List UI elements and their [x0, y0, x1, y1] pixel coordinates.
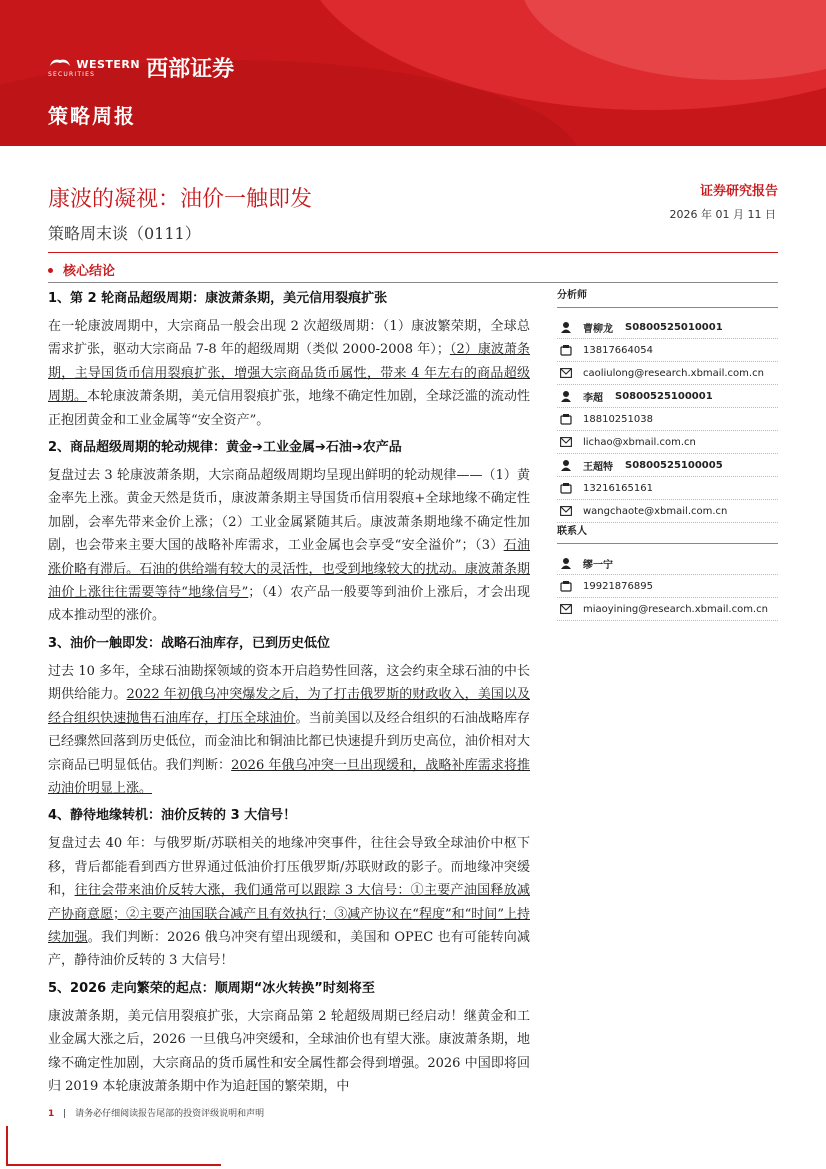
logo-en-line2: SECURITIES [48, 70, 96, 78]
phone-icon [557, 580, 575, 592]
text-run: 在一轮康波周期中，大宗商品一般会出现 2 次超级周期：（1）康波繁荣期，全球总需求扩张，驱动大宗商品 7-8 年的超级周期（类似 2000-2008 年）； [48, 319, 530, 358]
analyst-phone-row [557, 477, 778, 500]
phone-icon [557, 344, 575, 356]
section-heading: 4、静待地缘转机：油价反转的 3 大信号！ [48, 808, 297, 824]
bull-horn-icon [48, 56, 72, 68]
text-run: 康波萧条期，美元信用裂痕扩张，大宗商品第 2 轮超级周期已经启动！继黄金和工业金属大涨之后，2026 一旦俄乌冲突缓和，全球油价也有望大涨。康波萧条期，地缘不确定性加剧，大宗商品的货币属性和安全属性都会得到增强。2026 中国即将回归 2019 本轮康波萧条期中作为追赶国的繁荣期，中 [48, 1008, 530, 1094]
text-run: 过去 10 多年，全球石油勘探领域的资本开启趋势性回落，这会约束全球石油的中长期供给能力。 [48, 663, 530, 703]
analyst-email[interactable]: wangchaote@xbmail.com.cn [583, 505, 728, 517]
section-heading: 5、2026 走向繁荣的起点：顺周期“冰火转换”时刻将至 [48, 980, 375, 996]
analyst-name-row [557, 316, 778, 339]
underlined-text: 2026 年俄乌冲突一旦出现缓和，战略补库需求将推动油价明显上涨。 [48, 757, 530, 796]
email-icon [557, 506, 575, 516]
divider [48, 282, 778, 283]
analyst-sidebar [557, 287, 778, 621]
contact-name-row [557, 552, 778, 575]
analyst-phone: 18810251038 [583, 413, 653, 425]
corner-decoration [6, 1164, 221, 1166]
section-heading: 3、油价一触即发：战略石油库存，已到历史低位 [48, 635, 331, 651]
analyst-phone-row [557, 408, 778, 431]
analyst-card [557, 385, 778, 454]
analyst-email-row[interactable] [557, 431, 778, 454]
analyst-name: 李超 [583, 392, 603, 404]
phone-icon [557, 413, 575, 425]
analyst-name-row [557, 385, 778, 408]
section-paragraph [48, 832, 530, 972]
bullet-icon [48, 268, 53, 273]
section-paragraph [48, 315, 530, 432]
person-icon [557, 557, 575, 569]
section-paragraph [48, 464, 530, 628]
section-paragraph [48, 1005, 530, 1099]
page-footer [48, 1106, 264, 1119]
analyst-phone: 13216165161 [583, 482, 653, 494]
analyst-phone-row [557, 339, 778, 362]
contact-phone: 19921876895 [583, 580, 653, 592]
analyst-card [557, 454, 778, 523]
report-type: 策略周报 [48, 104, 136, 128]
footer-separator: | [63, 1109, 67, 1119]
analyst-name: 曹柳龙 [583, 323, 613, 335]
page-subtitle: 策略周末谈（0111） [48, 224, 201, 243]
header-banner [0, 0, 826, 146]
contact-phone-row [557, 575, 778, 598]
analyst-code: S0800525010001 [625, 321, 723, 333]
person-icon [557, 321, 575, 333]
corner-decoration [6, 1126, 8, 1166]
divider [48, 252, 778, 253]
contact-heading: 联系人 [557, 523, 778, 544]
underlined-text: 往往会带来油价反转大涨，我们通常可以跟踪 3 大信号：①主要产油国释放减产协商意愿；②主要产油国联合减产且有效执行；③减产协议在“程度”和“时间”上持续加强 [48, 883, 530, 945]
footer-note: 请务必仔细阅读报告尾部的投资评级说明和声明 [75, 1109, 265, 1119]
text-run: 本轮康波萧条期，美元信用裂痕扩张，地缘不确定性加剧，全球泛滥的流动性正抱团黄金和工业金属等“安全资产”。 [48, 389, 530, 428]
analyst-email[interactable]: lichao@xbmail.com.cn [583, 436, 696, 448]
analyst-heading: 分析师 [557, 287, 778, 308]
text-run: 。我们判断：2026 俄乌冲突有望出现缓和，美国和 OPEC 也有可能转向减产，静待油价反转的 3 大信号！ [48, 929, 530, 969]
analyst-email-row[interactable] [557, 500, 778, 523]
underlined-text: 2022 年初俄乌冲突爆发之后，为了打击俄罗斯的财政收入，美国以及经合组织快速抛售石油库存，打压全球油价 [48, 687, 530, 726]
analyst-phone: 13817664054 [583, 344, 653, 356]
section-heading: 1、第 2 轮商品超级周期：康波萧条期，美元信用裂痕扩张 [48, 291, 388, 306]
logo-chinese: 西部证券 [146, 57, 235, 82]
email-icon [557, 604, 575, 614]
person-icon [557, 459, 575, 471]
text-run: 复盘过去 3 轮康波萧条期，大宗商品超级周期均呈现出鲜明的轮动规律——（1）黄金率先上涨。黄金天然是货币，康波萧条期主导国货币信用裂痕+全球地缘不确定性加剧，会率先带来金价上涨；（2）工业金属紧随其后。康波萧条期地缘不确定性加剧，也会带来主要大国的战略补库需求，工业金属也会享受“安全溢价”；（3） [48, 468, 530, 554]
analyst-card [557, 316, 778, 385]
section-heading: 2、商品超级周期的轮动规律：黄金➔工业金属➔石油➔农产品 [48, 440, 402, 456]
logo-english [48, 56, 140, 80]
core-conclusion-heading [48, 260, 115, 279]
text-run: 复盘过去 40 年：与俄罗斯/苏联相关的地缘冲突事件，往往会导致全球油价中枢下移，背后都能看到西方世界通过低油价打压俄罗斯/苏联财政的影子。而地缘冲突缓和， [48, 836, 530, 899]
analyst-email[interactable]: caoliulong@research.xbmail.com.cn [583, 367, 764, 379]
text-run: 。当前美国以及经合组织的石油战略库存已经骤然回落到历史低位，而金油比和铜油比都已快速提升到历史高位，油价相对大宗商品已明显低估。我们判断： [48, 710, 530, 773]
underlined-text: 石油涨价略有滞后。石油的供给端有较大的灵活性，也受到地缘较大的扰动。康波萧条期油价上涨往往需要等待“地缘信号” [48, 538, 530, 601]
logo-en-line1: WESTERN [76, 57, 141, 71]
email-icon [557, 437, 575, 447]
analyst-name: 王超特 [583, 461, 613, 473]
analyst-code: S0800525100005 [625, 459, 723, 471]
email-icon [557, 368, 575, 378]
main-content [48, 287, 530, 1102]
analyst-code: S0800525100001 [615, 390, 713, 402]
contact-card [557, 552, 778, 621]
section-paragraph [48, 660, 530, 800]
phone-icon [557, 482, 575, 494]
analyst-name-row [557, 454, 778, 477]
person-icon [557, 390, 575, 402]
core-label: 核心结论 [63, 264, 116, 279]
page-title: 康波的凝视：油价一触即发 [48, 187, 313, 212]
page-number: 1 [48, 1109, 55, 1119]
analyst-email-row[interactable] [557, 362, 778, 385]
report-date: 2026 年 01 月 11 日 [669, 208, 776, 221]
text-run: ；（4）农产品一般要等到油价上涨后，才会出现成本推动型的涨价。 [48, 585, 530, 624]
contact-name: 缪一宁 [583, 559, 613, 571]
underlined-text: （2）康波萧条期，主导国货币信用裂痕扩张，增强大宗商品货币属性，带来 4 年左右的商品超级周期。 [48, 342, 530, 405]
company-logo [48, 52, 234, 83]
report-label: 证券研究报告 [699, 184, 778, 199]
contact-email-row[interactable] [557, 598, 778, 621]
contact-email[interactable]: miaoyining@research.xbmail.com.cn [583, 603, 768, 615]
